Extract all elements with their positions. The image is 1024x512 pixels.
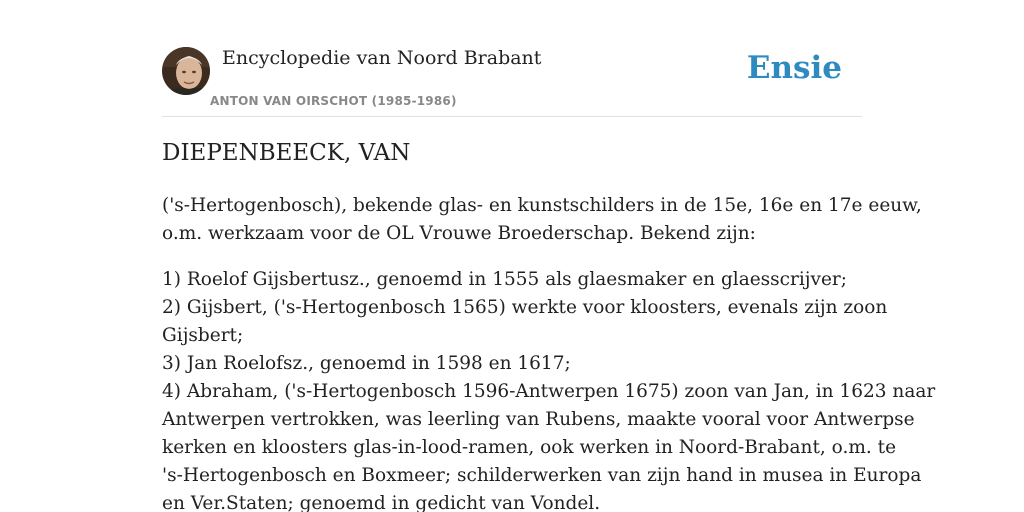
text-line: o.m. werkzaam voor de OL Vrouwe Broederschap. Bekend zijn: xyxy=(162,223,756,244)
entry-list xyxy=(162,266,936,512)
author-name[interactable]: ANTON VAN OIRSCHOT (1985-1986) xyxy=(210,94,457,108)
author-avatar[interactable] xyxy=(162,47,210,95)
entry-title: DIEPENBEECK, VAN xyxy=(162,140,411,166)
source-header xyxy=(162,44,862,117)
list-item: en Ver.Staten; genoemd in gedicht van Vondel. xyxy=(162,493,601,512)
list-item: 3) Jan Roelofsz., genoemd in 1598 en 1617; xyxy=(162,353,571,374)
list-item: Gijsbert; xyxy=(162,325,244,346)
list-item: Antwerpen vertrokken, was leerling van Rubens, maakte vooral voor Antwerpse xyxy=(162,409,915,430)
list-item: 2) Gijsbert, ('s-Hertogenbosch 1565) werkte voor kloosters, evenals zijn zoon xyxy=(162,297,888,318)
source-title[interactable]: Encyclopedie van Noord Brabant xyxy=(222,47,542,69)
brand-logo[interactable]: Ensie xyxy=(746,50,842,86)
entry-intro xyxy=(162,192,922,248)
list-item: 's-Hertogenbosch en Boxmeer; schilderwerken van zijn hand in musea in Europa xyxy=(162,465,922,486)
entry-body xyxy=(162,192,936,512)
author-portrait-icon xyxy=(162,47,210,95)
list-item: 1) Roelof Gijsbertusz., genoemd in 1555 als glaesmaker en glaesscrijver; xyxy=(162,269,847,290)
list-item: kerken en kloosters glas-in-lood-ramen, ook werken in Noord-Brabant, o.m. te xyxy=(162,437,897,458)
text-line: ('s-Hertogenbosch), bekende glas- en kunstschilders in de 15e, 16e en 17e eeuw, xyxy=(162,195,922,216)
list-item: 4) Abraham, ('s-Hertogenbosch 1596-Antwerpen 1675) zoon van Jan, in 1623 naar xyxy=(162,381,936,402)
